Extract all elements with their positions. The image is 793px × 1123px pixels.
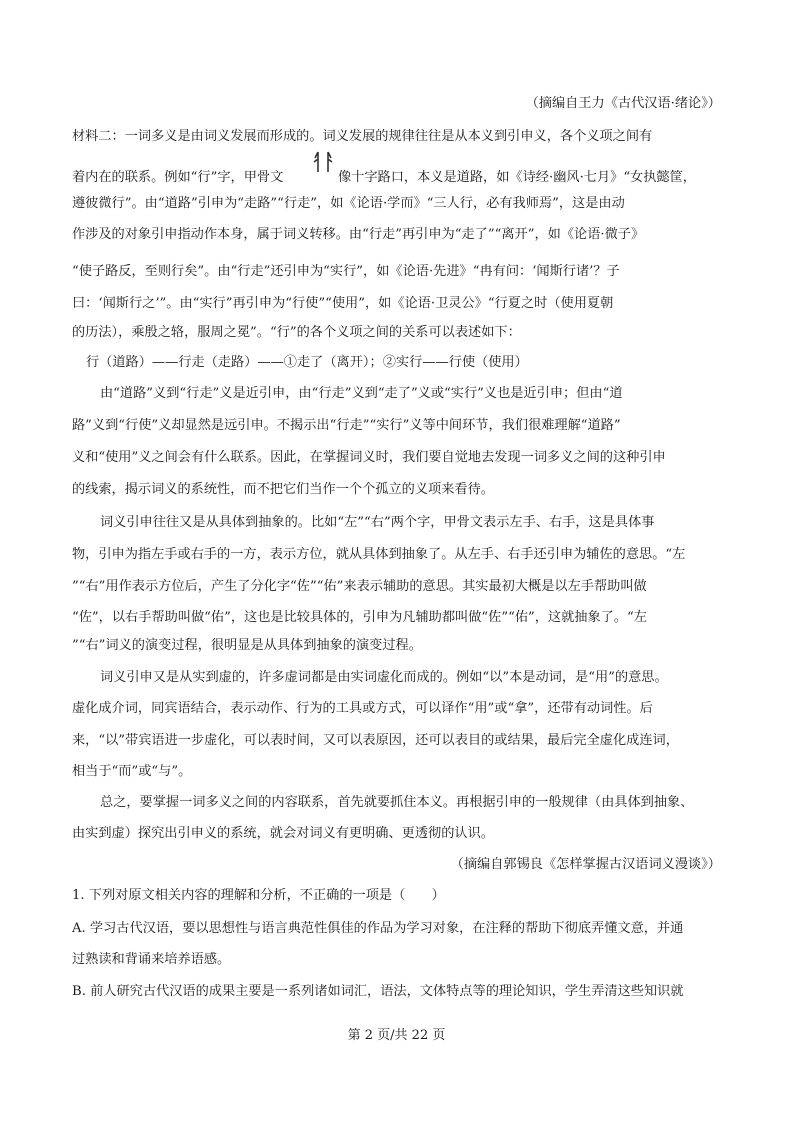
p5-line-2: 虚化成介词，同宾语结合，表示动作、行为的工具或方式，可以译作“用”或“拿”，还带有动词性。后 xyxy=(72,701,653,716)
material-two-line-5: “使子路反，至则行矣”。由“行走”还引申为“实行”，如《论语·先进》“冉有问：‘闻斯行诸’？子 xyxy=(72,264,620,279)
p4-line-4: “佐”，以右手帮助叫做“佑”，这也是比较具体的，引申为凡辅助都叫做“佐”“佑”，这就抽象了。“左 xyxy=(72,610,647,625)
option-a-line-2: 过熟读和背诵来培养语感。 xyxy=(72,952,231,967)
p5-line-4: 相当于“而”或“与”。 xyxy=(72,764,192,779)
p3-line-3: 义和“使用”义之间会有什么联系。因此，在掌握词义时，我们要自觉地去发现一词多义之间的这种引申 xyxy=(72,450,666,465)
option-b-line-1: B. 前人研究古代汉语的成果主要是一系列诸如词汇，语法，文体特点等的理论知识，学生弄清这些知识就 xyxy=(72,984,684,999)
page-footer: 第 2 页/共 22 页 xyxy=(347,1028,446,1043)
question-stem: 1. 下列对原文相关内容的理解和分析，不正确的一项是（ ） xyxy=(72,888,445,903)
p4-line-2: 物，引申为指左手或右手的一方，表示方位，就从具体到抽象了。从左手、右手还引申为辅佐的意思。“左 xyxy=(72,547,686,562)
p3-line-1: 由“道路”义到“行走”义是近引申，由“行走”义到“走了”义或“实行”义也是近引申；但由“道 xyxy=(100,386,623,401)
p5-line-1: 词义引申又是从实到虚的，许多虚词都是由实词虚化而成的。例如“以”本是动词，是“用”的意思。 xyxy=(100,670,668,685)
p6-line-1: 总之，要掌握一词多义之间的内容联系，首先就要抓住本义。再根据引申的一般规律（由具体到抽象、 xyxy=(100,795,694,810)
material-two-line-2a: 着内在的联系。例如“行”字，甲骨文 xyxy=(72,170,284,185)
material-two-line-6: 曰：‘闻斯行之’”。由“实行”再引申为“行使”“使用”，如《论语·卫灵公》“行夏之时（使用夏朝 xyxy=(72,296,614,311)
p4-line-5: ”“右”词义的演变过程，很明显是从具体到抽象的演变过程。 xyxy=(72,638,422,653)
material-two-line-7: 的历法），乘殷之辂，服周之冕”。“行”的各个义项之间的关系可以表述如下： xyxy=(72,325,521,340)
p6-line-2: 由实到虚）探究出引申义的系统，就会对词义有更明确、更透彻的认识。 xyxy=(72,826,494,841)
source-citation-guoxiliang: （摘编自郭锡良《怎样掌握古汉语词义漫谈》） xyxy=(450,857,721,872)
material-two-line-1: 材料二：一词多义是由词义发展而形成的。词义发展的规律往往是从本义到引申义，各个义项之间有 xyxy=(72,129,653,144)
p4-line-1: 词义引申往往又是从具体到抽象的。比如“左”“右”两个字，甲骨文表示左手、右手，这是具体事 xyxy=(100,515,655,530)
oracle-bone-xing-glyph-icon xyxy=(312,150,334,174)
p4-line-3: ”“右”用作表示方位后，产生了分化字“佐”“佑”来表示辅助的意思。其实最初大概是以左手帮助叫做 xyxy=(72,579,647,594)
option-a-line-1: A. 学习古代汉语，要以思想性与语言典范性俱佳的作品为学习对象，在注释的帮助下彻底弄懂文意，并通 xyxy=(72,921,684,936)
p5-line-3: 来，“以”带宾语进一步虚化，可以表时间，又可以表原因，还可以表目的或结果，最后完全虚化成连词， xyxy=(72,733,679,748)
material-two-line-3: 遵彼微行”。由“道路”引申为“走路”“行走”，如《论语·学而》“三人行，必有我师焉”，这是由动 xyxy=(72,196,625,211)
xing-meaning-chain: 行（道路）——行走（走路）——①走了（离开）；②实行——行使（使用） xyxy=(86,355,528,370)
material-two-line-2b: 像十字路口，本义是道路，如《诗经·幽风·七月》“女执懿筐， xyxy=(338,170,696,185)
p3-line-4: 的线索，揭示词义的系统性，而不把它们当作一个个孤立的义项来看待。 xyxy=(72,482,494,497)
source-citation-wangli: （摘编自王力《古代汉语·绪论》） xyxy=(525,96,721,111)
p3-line-2: 路”义到“行使”义却显然是远引申。不揭示出“行走”“实行”义等中间环节，我们很难理解“道路” xyxy=(72,418,621,433)
material-two-line-4: 作涉及的对象引申指动作本身，属于词义转移。由“行走”再引申为“走了”“离开”，如《论语·微子》 xyxy=(72,227,645,242)
